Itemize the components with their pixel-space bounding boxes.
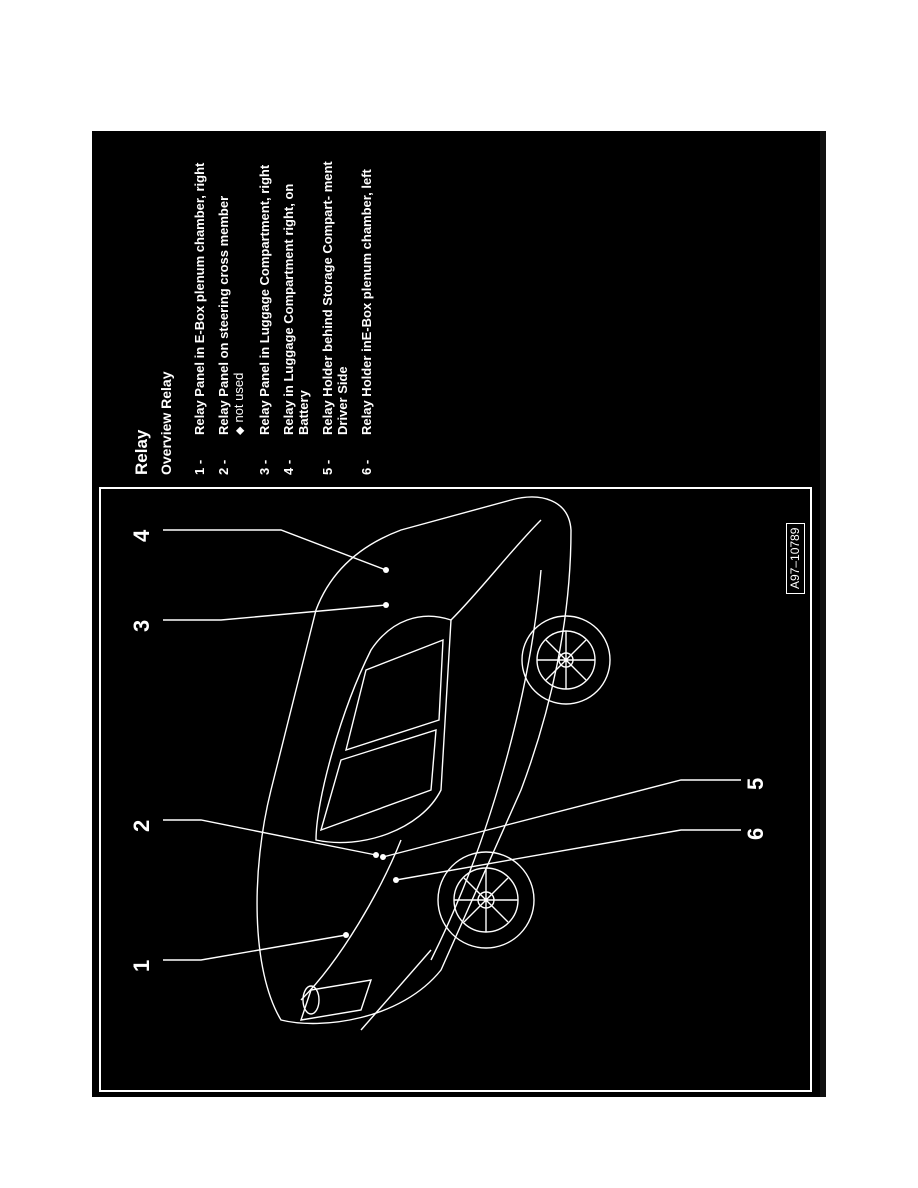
legend-item-number: 2 - bbox=[216, 459, 231, 475]
legend-item-number: 3 - bbox=[257, 459, 272, 475]
legend-item-label: Relay Panel in E-Box plenum chamber, right bbox=[192, 162, 207, 435]
callout-4: 4 bbox=[129, 529, 154, 542]
figure-frame bbox=[99, 487, 812, 1092]
car-body-outline bbox=[257, 497, 571, 1023]
legend-item-note-row bbox=[231, 145, 248, 435]
leader-line-2 bbox=[163, 820, 376, 855]
car-window-rear bbox=[346, 640, 443, 750]
legend-item-label: Relay Holder behind Storage Compart- ment Driver Side bbox=[320, 161, 350, 435]
car-trunk-line bbox=[451, 520, 541, 620]
leader-line-3 bbox=[163, 605, 386, 620]
legend-item-label: Relay in Luggage Compartment right, on Battery bbox=[281, 183, 311, 435]
legend-item-label: Relay Panel on steering cross member bbox=[216, 195, 231, 435]
legend-item-label: Relay Panel in Luggage Compartment, right bbox=[257, 164, 272, 435]
callout-1: 1 bbox=[129, 959, 154, 972]
legend-item bbox=[192, 145, 207, 475]
car-roof bbox=[316, 616, 451, 842]
figure-id-label: A97–10789 bbox=[786, 523, 805, 594]
legend-item-number: 6 - bbox=[359, 459, 374, 475]
leader-line-1 bbox=[163, 935, 346, 960]
legend-item-number: 1 - bbox=[192, 459, 207, 475]
legend-item-number: 5 - bbox=[320, 459, 335, 475]
car-hood-line bbox=[301, 840, 401, 1000]
page-title: Relay bbox=[132, 429, 151, 475]
legend-panel bbox=[132, 145, 383, 475]
legend-item-number: 4 - bbox=[281, 459, 296, 475]
legend-item bbox=[281, 145, 311, 475]
legend-item-note: not used bbox=[231, 372, 246, 423]
legend-item bbox=[359, 145, 374, 475]
leader-line-6 bbox=[396, 830, 741, 880]
callout-6: 6 bbox=[743, 827, 768, 840]
legend-item bbox=[257, 145, 272, 475]
diamond-icon: ◆ bbox=[234, 426, 246, 435]
legend-item-body bbox=[216, 145, 248, 435]
leader-line-4 bbox=[163, 530, 386, 570]
leader-line-5 bbox=[383, 780, 741, 857]
legend-item-label: Relay Holder inE-Box plenum chamber, left bbox=[359, 169, 374, 435]
rotated-page bbox=[92, 131, 825, 1097]
callout-5: 5 bbox=[743, 777, 768, 790]
callout-2: 2 bbox=[129, 819, 154, 832]
document-sheet bbox=[92, 131, 825, 1097]
callout-3: 3 bbox=[129, 619, 154, 632]
legend-item bbox=[320, 145, 350, 475]
car-window-front bbox=[321, 730, 436, 830]
car-illustration bbox=[101, 489, 810, 1090]
page-subtitle: Overview Relay bbox=[158, 371, 174, 475]
legend-item bbox=[216, 145, 248, 475]
sheet-edge bbox=[820, 131, 826, 1097]
